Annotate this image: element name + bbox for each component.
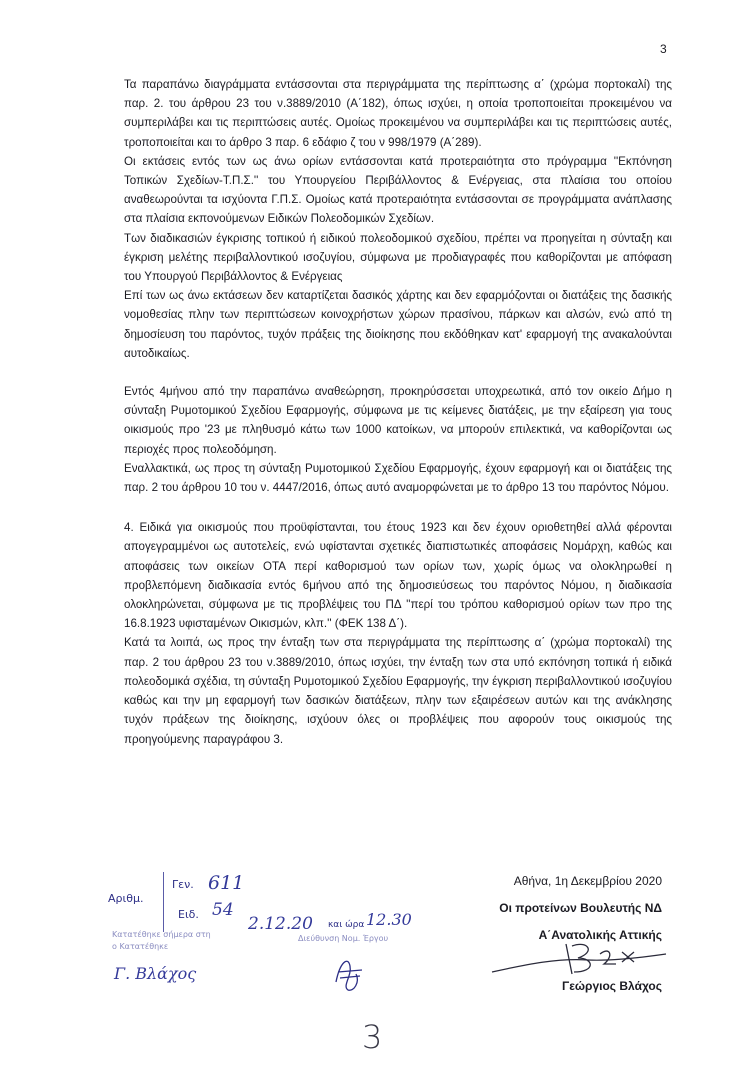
stamp-faint-text: Κατατέθηκε σήμερα στη xyxy=(112,930,211,939)
paragraph: 4. Ειδικά για οικισμούς που προϋφίστανται, του έτους 1923 και δεν έχουν οριοθετηθεί αλλά φέρονται απογεγραμμένοι ως αυτοτελείς, ενώ υφίστανται σχετικές διαπιστωτικές αποφάσεις Νομάρχη, καθώς και αποφάσεις των οικείων ΟΤΑ περί καθορισμού των ορίων των, χωρίς όμως να ολοκληρωθεί η προβλεπόμενη διαδικασία εντός 6μήνου από της δημοσιεύσεως του παρόντος Νόμου, η διαδικασία ολοκληρώνεται, σύμφωνα με τις προβλέψεις του ΠΔ ''περί του τρόπου καθορισμού ορίων των προ της 16.8.1923 υφισταμένων Οικισμών, κλπ.'' (ΦΕΚ 138 Δ΄). xyxy=(124,521,672,631)
stamp-time-value: 12.30 xyxy=(366,910,412,929)
document-body xyxy=(124,75,672,749)
stamp-gen-label: Γεν. xyxy=(172,878,194,891)
stamp-date-value: 2.12.20 xyxy=(248,914,313,934)
place-date: Αθήνα, 1η Δεκεμβρίου 2020 xyxy=(513,874,662,888)
paragraph: Εναλλακτικά, ως προς τη σύνταξη Ρυμοτομικού Σχεδίου Εφαρμογής, έχουν εφαρμογή και οι διατάξεις της παρ. 2 του άρθρου 10 του ν. 4447/2016, όπως αυτό αναμορφώνεται με το άρθρο 13 του παρόντος Νόμου. xyxy=(124,461,672,495)
stamp-faint-text: Διεύθυνση Νομ. Έργου xyxy=(298,934,389,943)
paragraph: Εντός 4μήνου από την παραπάνω αναθεώρηση, προκηρύσσεται υποχρεωτικά, από τον οικείο Δήμο η σύνταξη Ρυμοτομικού Σχεδίου Εφαρμογής, σύμφωνα με τις κείμενες διατάξεις, με την εξαίρεση για τους οικισμούς προ '23 με πληθυσμό κάτω των 1000 κατοίκων, να μπορούν επιλεκτικά, να καθορίζονται ως περιοχές προς πολεοδόμηση. xyxy=(124,385,672,456)
handwritten-name: Γ. Βλάχος xyxy=(114,964,197,983)
initials-signature-icon xyxy=(330,952,370,994)
stamp-arith-label: Αριθμ. xyxy=(108,892,144,905)
registration-stamp xyxy=(108,872,428,992)
stamp-time-label: και ώρα xyxy=(328,920,365,930)
stamp-eid-value: 54 xyxy=(212,900,234,920)
page-number: 3 xyxy=(660,42,667,56)
region-line: Α΄Ανατολικής Αττικής xyxy=(538,928,662,942)
signatory-name: Γεώργιος Βλάχος xyxy=(562,979,662,993)
paragraph: Των διαδικασιών έγκρισης τοπικού ή ειδικού πολεοδομικού σχεδίου, πρέπει να προηγείται η σύνταξη και έγκριση μελέτης περιβαλλοντικού ισοζυγίου, σύμφωνα με προδιαγραφές που καθορίζονται με απόφαση του Υπουργού Περιβάλλοντος & Ενέργειας xyxy=(124,231,672,284)
handwritten-page-mark: 3 xyxy=(362,1018,383,1056)
stamp-faint-text: ο Κατατέθηκε xyxy=(112,942,169,951)
proposers-line: Οι προτείνων Βουλευτής ΝΔ xyxy=(499,901,662,915)
stamp-eid-label: Ειδ. xyxy=(178,908,199,921)
paragraph: Οι εκτάσεις εντός των ως άνω ορίων εντάσσονται κατά προτεραιότητα στο πρόγραμμα ''Εκπόνηση Τοπικών Σχεδίων-Τ.Π.Σ.'' του Υπουργείου Περιβάλλοντος & Ενέργειας, στα πλαίσια του οποίου αναθεωρούνται τα ισχύοντα Γ.Π.Σ. Ομοίως κατά προτεραιότητα εντάσσονται σε προγράμματα ανάπλασης στα πλαίσια εκπονούμενων Ειδικών Πολεοδομικών Σχεδίων. xyxy=(124,154,672,226)
stamp-divider xyxy=(163,872,164,932)
paragraph: Επί των ως άνω εκτάσεων δεν καταρτίζεται δασικός χάρτης και δεν εφαρμόζονται οι διατάξεις της δασικής νομοθεσίας πλην των περιπτώσεων κοινοχρήστων χώρων πρασίνου, πάρκων και αλσών, ενώ από τη δημοσίευση του παρόντος, τυχόν πράξεις της διοίκησης που εκδόθηκαν κατ' εφαρμογή της ανακαλούνται αυτοδικαίως. xyxy=(124,289,672,360)
paragraph: Τα παραπάνω διαγράμματα εντάσσονται στα περιγράμματα της περίπτωσης α΄ (χρώμα πορτοκαλί) της παρ. 2. του άρθρου 23 του ν.3889/2010 (Α΄182), όπως ισχύει, η οποία τροποποιείται προκειμένου να συμπεριλάβει και τις περιπτώσεις αυτές. Ομοίως προκειμένου να συμπεριλάβει και τις περιπτώσεις αυτές, τροποποιείται και το άρθρο 3 παρ. 6 εδάφιο ζ του ν 998/1979 (Α΄289). xyxy=(124,78,672,149)
paragraph: Κατά τα λοιπά, ως προς την ένταξη των στα περιγράμματα της περίπτωσης α΄ (χρώμα πορτοκαλί) της παρ. 2 του άρθρου 23 του ν.3889/2010, όπως ισχύει, την ένταξη των στα υπό εκπόνηση τοπικά ή ειδικά πολεοδομικά σχέδια, τη σύνταξη Ρυμοτομικού Σχεδίου Εφαρμογής, την έγκριση περιβαλλοντικού ισοζυγίου καθώς και την μη εφαρμογή των δασικών διατάξεων, πλην των εξαιρέσεων αυτών και της ανάκλησης τυχόν πράξεων της διοίκησης, ισχύουν όλες οι προβλέψεις που αφορούν τους οικισμούς της προηγούμενης παραγράφου 3. xyxy=(124,636,672,746)
stamp-gen-value: 611 xyxy=(208,872,245,894)
signature-icon xyxy=(488,938,678,984)
